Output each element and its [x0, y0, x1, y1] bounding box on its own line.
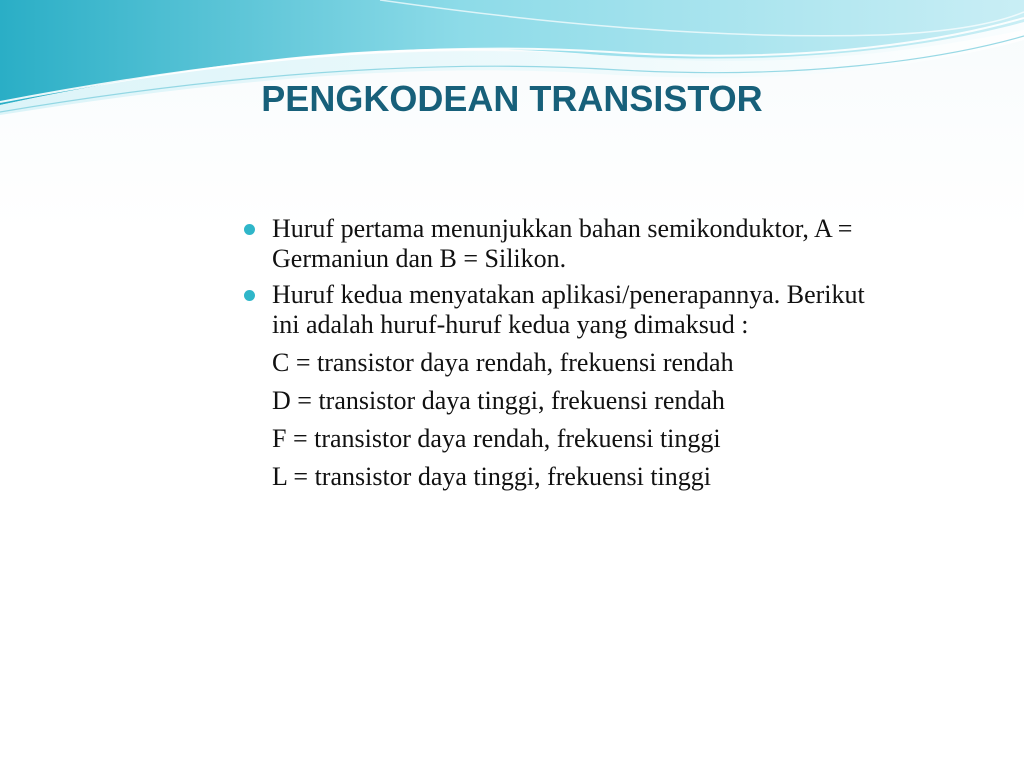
slide-title: PENGKODEAN TRANSISTOR [261, 78, 763, 119]
code-line: L = transistor daya tinggi, frekuensi tinggi [272, 462, 712, 491]
slide-content [243, 214, 883, 492]
bullet-dot-icon [244, 224, 255, 235]
bullet-text: Huruf pertama menunjukkan bahan semikonduktor, A = Germaniun dan B = Silikon. [272, 214, 853, 273]
code-line: C = transistor daya rendah, frekuensi rendah [272, 348, 734, 377]
code-line: F = transistor daya rendah, frekuensi tinggi [272, 424, 721, 453]
code-line: D = transistor daya tinggi, frekuensi rendah [272, 386, 725, 415]
bullet-item [243, 280, 883, 340]
bullet-dot-icon [244, 290, 255, 301]
bullet-item [243, 214, 883, 274]
bullet-text: Huruf kedua menyatakan aplikasi/penerapannya. Berikut ini adalah huruf-huruf kedua yang dimaksud : [272, 280, 865, 339]
